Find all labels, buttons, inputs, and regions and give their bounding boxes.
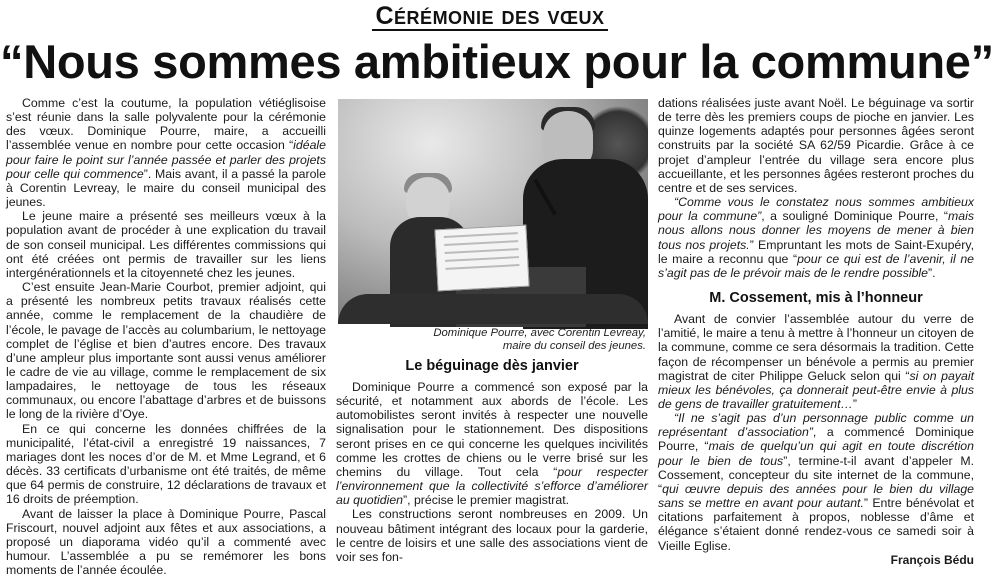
paragraph: En ce qui concerne les données chiffrées de la municipalité, l’état-civil a enregistré 19 naissances, 7 mariages dont les noces d’or de M. et Mme Legrand, et 6 décès. 33 certificats d’urbanisme ont été traités, de même que 64 permis de construire, 12 déclarations de travaux et 16 droits de préemption. xyxy=(6,421,326,507)
paragraph: Avant de laisser la place à Dominique Pourre, Pascal Friscourt, nouvel adjoint aux fêtes et aux associations, a proposé un diaporama vidéo qu’il a commenté avec humour. L’assemblée a pu se remémorer les bons moments de l’année écoulée. xyxy=(6,506,326,577)
paragraph: Avant de convier l’assemblée autour du verre de l’amitié, le maire a tenu à mettre à l’honneur un citoyen de la commune, comme ce sera désormais la tradition. Cette façon de récompenser un bénévole a permis au premier magistrat de citer Philippe Geluck selon qui “si on payait mieux les bénévoles, ça donnerait peut-être envie à plus de gens de travailler gratuitement…” xyxy=(658,312,974,411)
subheading-beguinage: Le béguinage dès janvier xyxy=(405,358,579,374)
paragraph: “Il ne s’agit pas d’un personnage public comme un représentant d’association”, a commencé Dominique Pourre, “mais de quelqu’un qui agit en toute discrétion pour le bien de tous”, termine-t-il avant d’appeler M. Cossement, concepteur du site internet de la commune, “qui œuvre depuis des années pour le bien du village sans se mettre en avant pour autant.” Entre bénévolat et citations parfaitement à propos, noblesse d’âme et élégance s’étaient donné rendez-vous ce samedi soir à Vieille Eglise. xyxy=(658,411,974,553)
author-signature: François Bédu xyxy=(890,552,974,567)
article-column-1 xyxy=(6,96,326,577)
paragraph: “Comme vous le constatez nous sommes ambitieux pour la commune”, a souligné Dominique Pourre, “mais nous allons nous donner les moyens de mener à bien tous nos projets.” Empruntant les mots de Saint-Exupéry, le maire a reconnu que “pour ce qui est de l’avenir, il ne s’agit pas de le prévoir mais de le rendre possible”. xyxy=(658,195,975,280)
paragraph: Comme c’est la coutume, la population vétiéglisoise s’est réunie dans la salle polyvalente pour la cérémonie des vœux. Dominique Pourre, maire, a accueilli l’assemblée venue en nombre pour cette occasion “idéale pour faire le point sur l’année passée et parler des projets pour celle qui commence”. Mais avant, il a passé la parole à Corentin Levreay, le maire du conseil municipal des jeunes. xyxy=(6,96,326,210)
section-kicker xyxy=(0,2,980,31)
paragraph: Les constructions seront nombreuses en 2009. Un nouveau bâtiment intégrant des locaux pour la garderie, le centre de loisirs et une salle des associations vient de voir ses fon- xyxy=(336,507,648,564)
subheading-cossement: M. Cossement, mis à l’honneur xyxy=(709,290,923,307)
paragraph: Dominique Pourre a commencé son exposé par la sécurité, et notamment aux abords de l’école. Les automobilistes seront invités à respecter une nouvelle signalisation pour le stationnement. Des dispositions seront prises en ce qui concerne les quelques incivilités comme les crottes de chiens ou le verre brisé sur les chemins du village. Tout cela “pour respecter l’environnement que la collectivité s’efforce d’améliorer au quotidien”, précise le premier magistrat. xyxy=(336,380,648,508)
headline: “Nous sommes ambitieux pour la commune” xyxy=(0,35,994,88)
kicker-text: Cérémonie des vœux xyxy=(372,3,609,31)
photo-caption: Dominique Pourre, avec Corentin Levreay, maire du conseil des jeunes. xyxy=(433,327,646,352)
paragraph: dations réalisées juste avant Noël. Le béguinage va sortir de terre dès les premiers coups de pioche en janvier. Les quinze logements adaptés pour personnes âgées seront construits par la société SA 62/59 Picardie. Grâce à ce projet d’ampleur l’entrée du village sera encore plus accueillante, et les personnes âgées resteront proches du centre et de ses services. xyxy=(658,96,974,195)
article-column-3 xyxy=(658,96,975,567)
article-column-2 xyxy=(336,96,648,564)
paragraph: Le jeune maire a présenté ses meilleurs vœux à la population avant de procéder à une explication du travail de son conseil municipal. Les différentes commissions qui ont été créées ont permis de travailler sur les liens intergénérationnels et la citoyenneté chez les jeunes. xyxy=(6,209,326,280)
paragraph: C’est ensuite Jean-Marie Courbot, premier adjoint, qui a présenté les nombreux petits travaux réalisés cette année, comme le remplacement de la chaudière de l’école, le pavage de l’accès au columbarium, le nettoyage complet de l’église et bien d’autres encore. Des travaux d’une ampleur plus importante sont aussi venus améliorer le cadre de vie au village, comme le remplacement de six lampadaires, le nettoyage de tous les réseaux communaux, ou encore l’abattage d’arbres et de buissons le long de la rivière d’Oye. xyxy=(6,280,326,422)
